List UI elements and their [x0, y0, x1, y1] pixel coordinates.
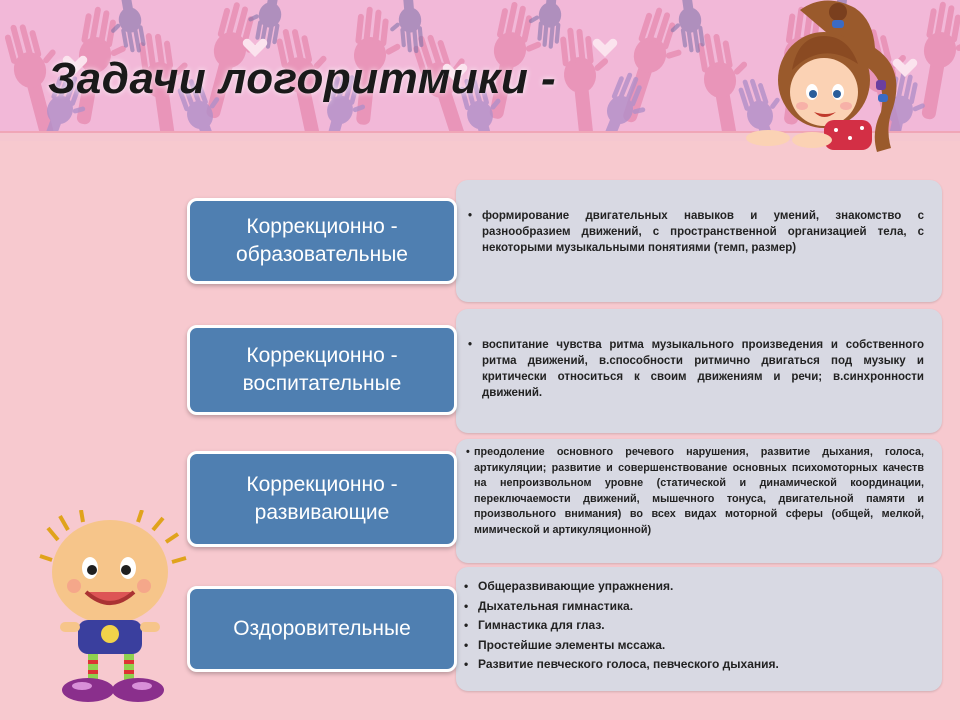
bullet-icon: •: [468, 210, 473, 222]
task-description-box: [456, 180, 942, 302]
bullet-icon: •: [466, 446, 470, 458]
task-description-box: [456, 567, 942, 691]
list-item: • преодоление основного речевого нарушения, развитие дыхания, голоса, артикуляции; развитие и совершенствование основных психомоторных качеств на непроизвольном уровне (статической и динамической координации, переключаемости движений, мышечного тонуса, двигательной памяти и произвольного внимания) во всех видах моторной сферы (общей, мелкой, мимической и артикуляционной): [466, 446, 924, 536]
list-item: • Общеразвивающие упражнения.: [464, 577, 924, 597]
task-category-box: [187, 325, 457, 415]
task-category-box: [187, 198, 457, 284]
bullet-icon: •: [464, 618, 469, 632]
task-category-box: [187, 586, 457, 672]
bullet-icon: •: [464, 598, 469, 613]
bullet-icon: •: [464, 579, 469, 593]
bullet-icon: •: [464, 637, 469, 652]
bullet-icon: •: [468, 339, 473, 351]
task-bullet-list: [468, 337, 924, 401]
task-description-box: [456, 309, 942, 433]
cartoon-girl: [740, 0, 910, 180]
task-category-label: Коррекционно - развивающие: [246, 473, 398, 524]
list-item: • Дыхательная гимнастика.: [464, 597, 924, 617]
slide-title: Задачи логоритмики -: [48, 54, 557, 103]
bullet-icon: •: [464, 657, 469, 671]
task-category-box: [187, 451, 457, 547]
task-category-label: Коррекционно - образовательные: [236, 215, 408, 266]
task-bullet-list: [468, 208, 924, 256]
list-item: • воспитание чувства ритма музыкального произведения и собственного ритма движений, в.способности ритмично двигаться под музыку и критически относиться к своим движениям и речи; в.синхронности движений.: [468, 339, 924, 399]
list-item: • Простейшие элементы мссажа.: [464, 636, 924, 656]
task-category-label: Оздоровительные: [233, 617, 411, 640]
task-category-label: Коррекционно - воспитательные: [242, 344, 402, 395]
cartoon-boy: [38, 510, 188, 710]
task-bullet-list: [466, 445, 924, 538]
list-item: • формирование двигательных навыков и умений, знакомство с разнообразием движений, с пространственной организацией тела, с некоторыми музыкальными понятиями (темп, размер): [468, 210, 924, 254]
task-description-box: [456, 439, 942, 563]
list-item: • Гимнастика для глаз.: [464, 616, 924, 636]
task-bullet-list: [464, 577, 924, 675]
list-item: • Развитие певческого голоса, певческого дыхания.: [464, 655, 924, 675]
